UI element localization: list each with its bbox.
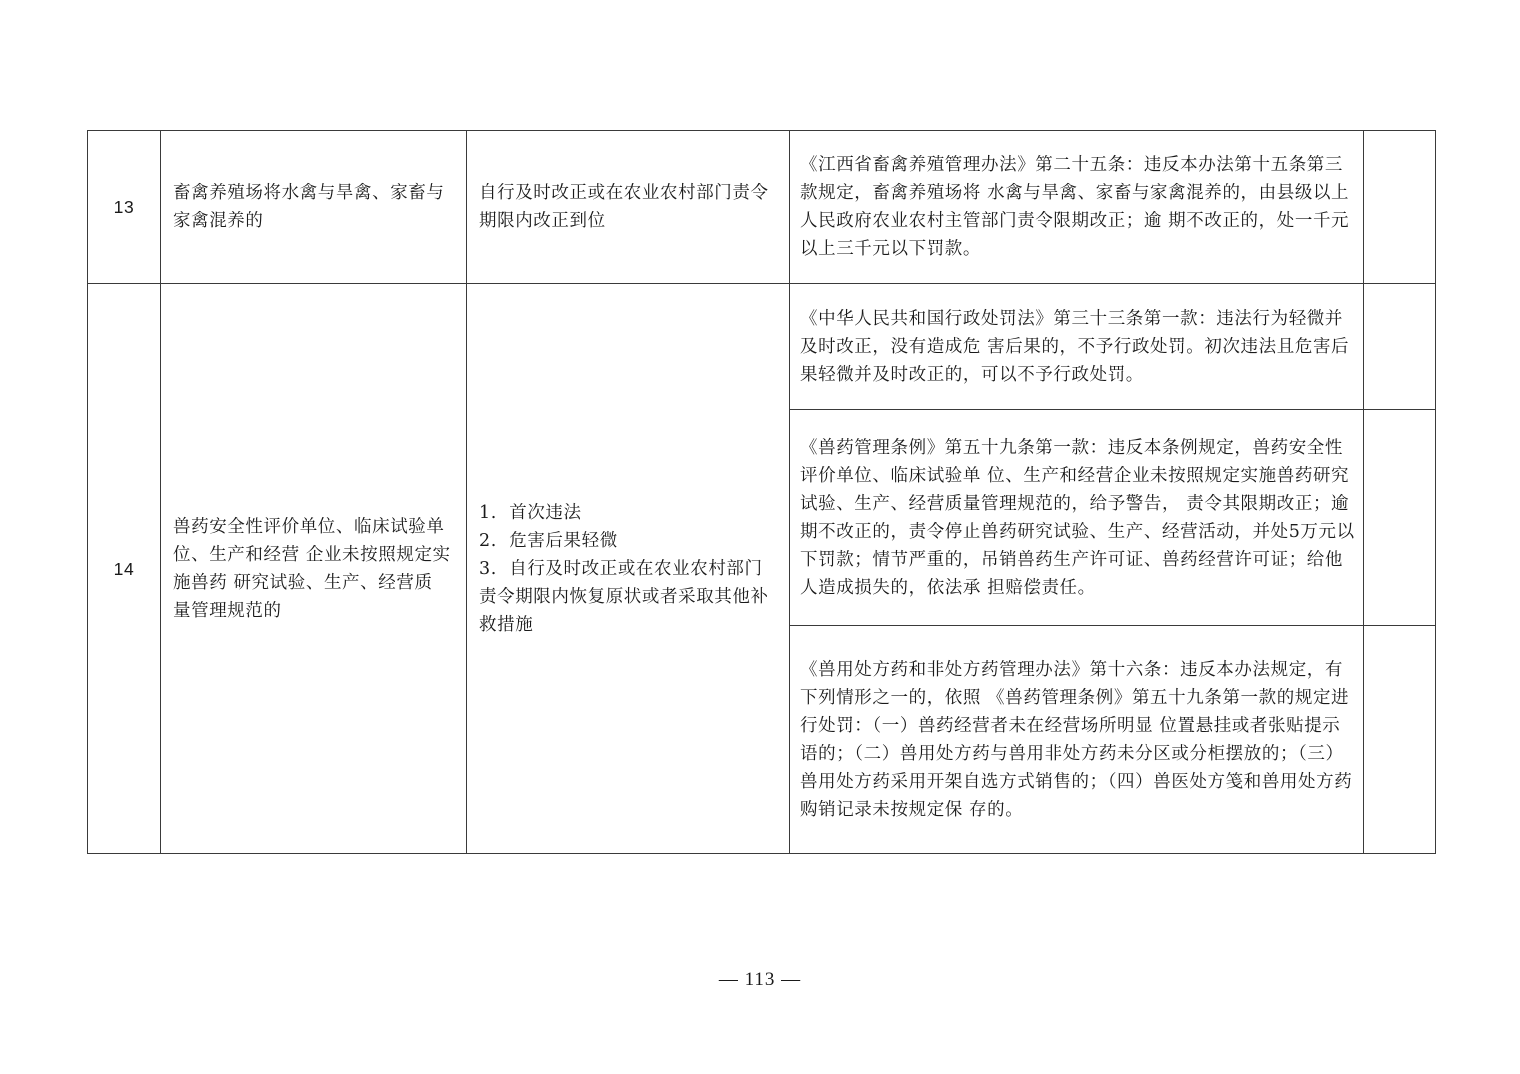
condition-text: 自行及时改正或在农业农村部门责令期限内改正到位 <box>479 183 769 231</box>
row-number-cell: 14 <box>88 284 161 854</box>
legal-basis-cell <box>790 284 1364 410</box>
legal-basis-text: 《中华人民共和国行政处罚法》第三十三条第一款：违法行为轻微并及时改正，没有造成危 害后果的，不予行政处罚。初次违法且危害后果轻微并及时改正的，可以不予行政处罚。 <box>800 308 1350 385</box>
legal-basis-text: 《江西省畜禽养殖管理办法》第二十五条：违反本办法第十五条第三款规定，畜禽养殖场将 水禽与旱禽、家畜与家禽混养的，由县级以上人民政府农业农村主管部门责令限期改正；逾 期不改正的，处一千元以上三千元以下罚款。 <box>800 155 1350 259</box>
legal-basis-cell <box>790 410 1364 626</box>
row-number-cell: 13 <box>88 131 161 284</box>
condition-list <box>467 499 789 639</box>
condition-cell <box>467 131 790 284</box>
violation-text: 畜禽养殖场将水禽与旱禽、家畜与家禽混养的 <box>173 183 445 231</box>
condition-item <box>479 499 779 527</box>
table-row <box>88 131 1436 284</box>
remark-cell <box>1364 131 1436 284</box>
violation-cell <box>161 131 467 284</box>
regulation-table <box>87 130 1436 854</box>
violation-text: 兽药安全性评价单位、临床试验单位、生产和经营 企业未按照规定实施兽药 研究试验、生产、经营质 量管理规范的 <box>173 516 451 621</box>
condition-item-number: 3. <box>479 558 497 579</box>
condition-item-text: 危害后果轻微 <box>509 530 618 551</box>
table-row <box>88 284 1436 410</box>
legal-basis-text: 《兽用处方药和非处方药管理办法》第十六条：违反本办法规定，有下列情形之一的，依照 《兽药管理条例》第五十九条第一款的规定进行处罚：（一）兽药经营者未在经营场所明显 位置悬挂或者张贴提示语的；（二）兽用处方药与兽用非处方药未分区或分柜摆放的；（三） 兽用处方药采用开架自选方式销售的；（四）兽医处方笺和兽用处方药购销记录未按规定保 存的。 <box>800 659 1353 820</box>
condition-item <box>479 555 779 639</box>
page-number: — 113 — <box>718 969 802 990</box>
condition-item <box>479 527 779 555</box>
violation-cell <box>161 284 467 854</box>
remark-cell <box>1364 284 1436 410</box>
legal-basis-text: 《兽药管理条例》第五十九条第一款：违反本条例规定，兽药安全性评价单位、临床试验单 位、生产和经营企业未按照规定实施兽药研究试验、生产、经营质量管理规范的，给予警告， 责令其限期改正；逾期不改正的，责令停止兽药研究试验、生产、经营活动，并处5万元以 下罚款；情节严重的，吊销兽药生产许可证、兽药经营许可证；给他人造成损失的，依法承 担赔偿责任。 <box>800 437 1355 598</box>
remark-cell <box>1364 410 1436 626</box>
condition-item-text: 自行及时改正或在农业农村部门责令期限内恢复原状或者采取其他补救措施 <box>479 558 769 635</box>
condition-cell <box>467 284 790 854</box>
condition-item-text: 首次违法 <box>509 502 582 523</box>
condition-item-number: 2. <box>479 530 497 551</box>
legal-basis-cell <box>790 626 1364 854</box>
remark-cell <box>1364 626 1436 854</box>
legal-basis-cell <box>790 131 1364 284</box>
condition-item-number: 1. <box>479 502 497 523</box>
